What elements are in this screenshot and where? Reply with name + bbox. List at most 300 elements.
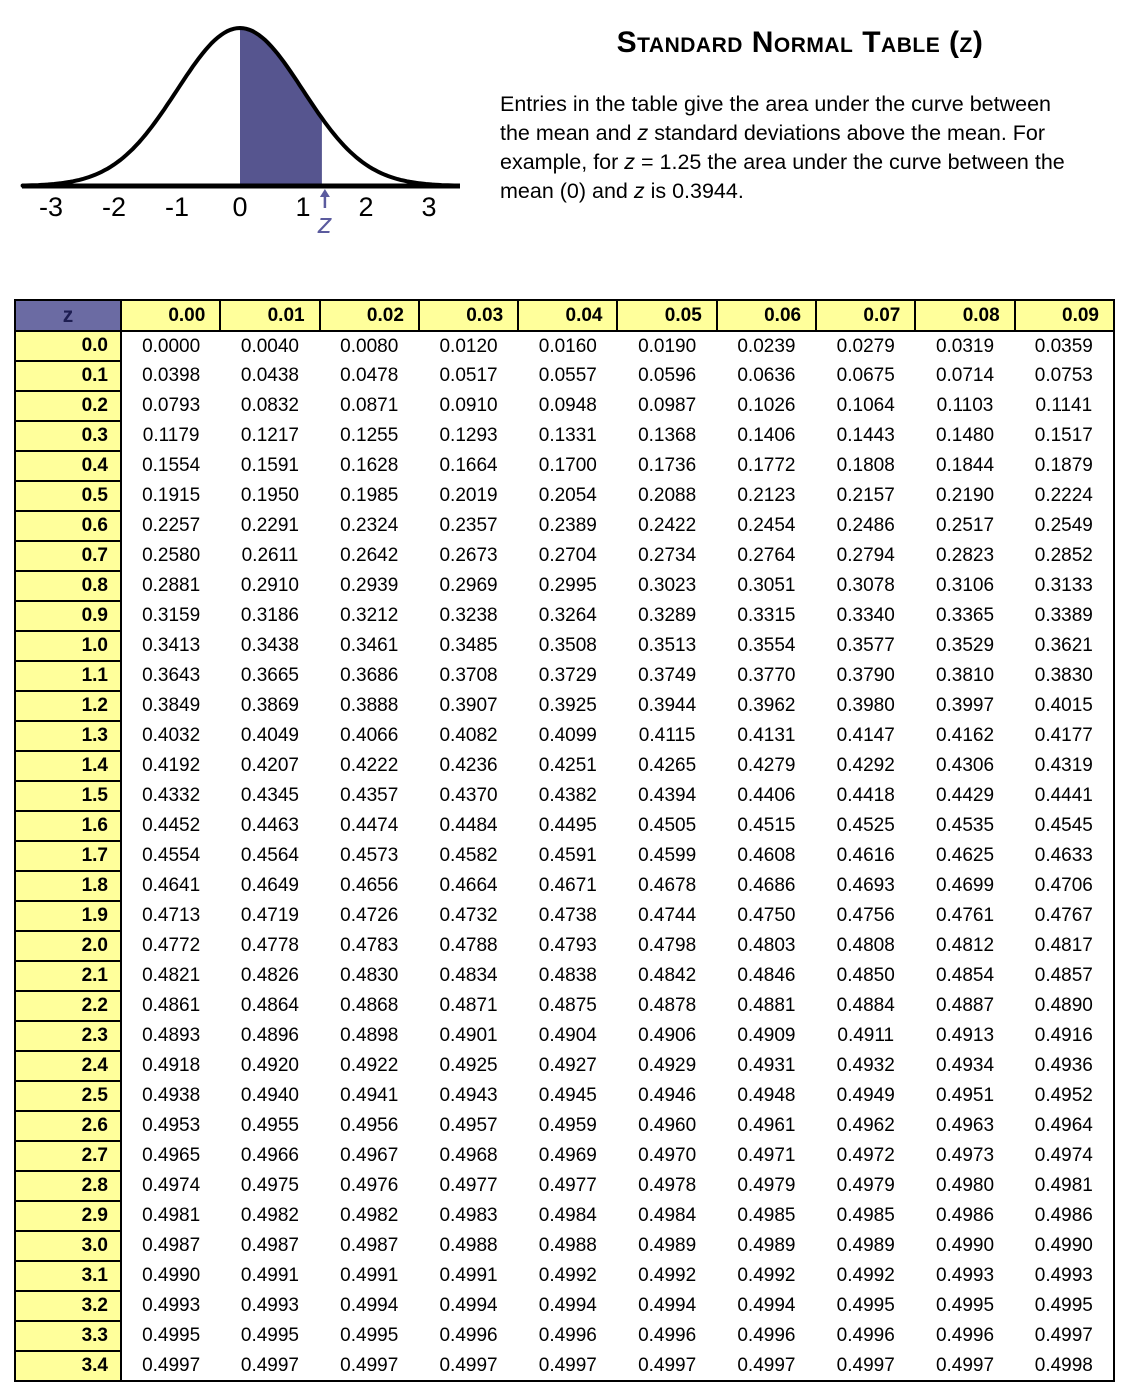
table-cell: 0.4929 xyxy=(617,1051,716,1081)
table-cell: 0.4983 xyxy=(419,1201,518,1231)
table-cell: 0.4956 xyxy=(320,1111,419,1141)
table-cell: 0.4279 xyxy=(717,751,816,781)
table-cell: 0.0040 xyxy=(220,331,319,361)
table-cell: 0.0948 xyxy=(518,391,617,421)
table-cell: 0.4306 xyxy=(915,751,1014,781)
table-cell: 0.4993 xyxy=(121,1291,220,1321)
table-cell: 0.4996 xyxy=(518,1321,617,1351)
table-cell: 0.2054 xyxy=(518,481,617,511)
table-cell: 0.4996 xyxy=(717,1321,816,1351)
table-cell: 0.2486 xyxy=(816,511,915,541)
table-cell: 0.0636 xyxy=(717,361,816,391)
table-cell: 0.1700 xyxy=(518,451,617,481)
table-cell: 0.1950 xyxy=(220,481,319,511)
table-row xyxy=(15,511,1114,541)
table-cell: 0.4738 xyxy=(518,901,617,931)
table-cell: 0.4671 xyxy=(518,871,617,901)
table-cell: 0.4147 xyxy=(816,721,915,751)
table-cell: 0.1664 xyxy=(419,451,518,481)
table-cell: 0.1179 xyxy=(121,421,220,451)
table-row xyxy=(15,601,1114,631)
row-header: 2.0 xyxy=(15,931,121,961)
column-header: 0.01 xyxy=(220,300,319,331)
table-cell: 0.1736 xyxy=(617,451,716,481)
table-cell: 0.1406 xyxy=(717,421,816,451)
table-cell: 0.4864 xyxy=(220,991,319,1021)
table-row xyxy=(15,421,1114,451)
table-cell: 0.2969 xyxy=(419,571,518,601)
table-cell: 0.4803 xyxy=(717,931,816,961)
table-cell: 0.4943 xyxy=(419,1081,518,1111)
table-row xyxy=(15,751,1114,781)
row-header: 1.1 xyxy=(15,661,121,691)
table-cell: 0.4982 xyxy=(320,1201,419,1231)
table-row xyxy=(15,871,1114,901)
row-header: 0.8 xyxy=(15,571,121,601)
table-row xyxy=(15,331,1114,361)
table-cell: 0.4957 xyxy=(419,1111,518,1141)
table-cell: 0.4788 xyxy=(419,931,518,961)
table-cell: 0.4131 xyxy=(717,721,816,751)
table-cell: 0.4985 xyxy=(717,1201,816,1231)
table-cell: 0.4964 xyxy=(1015,1111,1114,1141)
table-cell: 0.4032 xyxy=(121,721,220,751)
table-cell: 0.3686 xyxy=(320,661,419,691)
shaded-area xyxy=(240,28,322,186)
table-cell: 0.2157 xyxy=(816,481,915,511)
row-header: 1.8 xyxy=(15,871,121,901)
table-row xyxy=(15,1231,1114,1261)
table-cell: 0.4049 xyxy=(220,721,319,751)
table-cell: 0.3264 xyxy=(518,601,617,631)
table-cell: 0.4798 xyxy=(617,931,716,961)
table-cell: 0.4525 xyxy=(816,811,915,841)
table-row xyxy=(15,811,1114,841)
table-cell: 0.4545 xyxy=(1015,811,1114,841)
row-header: 2.3 xyxy=(15,1021,121,1051)
table-cell: 0.4968 xyxy=(419,1141,518,1171)
table-cell: 0.3051 xyxy=(717,571,816,601)
table-cell: 0.4850 xyxy=(816,961,915,991)
table-cell: 0.3159 xyxy=(121,601,220,631)
table-cell: 0.4966 xyxy=(220,1141,319,1171)
table-cell: 0.4977 xyxy=(419,1171,518,1201)
table-cell: 0.4625 xyxy=(915,841,1014,871)
column-header: 0.00 xyxy=(121,300,220,331)
table-cell: 0.4901 xyxy=(419,1021,518,1051)
z-symbol: z xyxy=(624,150,636,174)
table-cell: 0.4162 xyxy=(915,721,1014,751)
table-cell: 0.2190 xyxy=(915,481,1014,511)
table-cell: 0.2580 xyxy=(121,541,220,571)
table-row xyxy=(15,1051,1114,1081)
table-cell: 0.4990 xyxy=(915,1231,1014,1261)
table-cell: 0.3980 xyxy=(816,691,915,721)
table-cell: 0.4994 xyxy=(717,1291,816,1321)
row-header: 1.3 xyxy=(15,721,121,751)
table-cell: 0.4990 xyxy=(1015,1231,1114,1261)
table-cell: 0.4997 xyxy=(915,1351,1014,1381)
table-row xyxy=(15,451,1114,481)
table-cell: 0.0359 xyxy=(1015,331,1114,361)
table-cell: 0.4989 xyxy=(617,1231,716,1261)
table-cell: 0.4979 xyxy=(717,1171,816,1201)
table-cell: 0.2422 xyxy=(617,511,716,541)
table-cell: 0.4996 xyxy=(617,1321,716,1351)
table-cell: 0.3665 xyxy=(220,661,319,691)
table-cell: 0.4582 xyxy=(419,841,518,871)
row-header: 2.8 xyxy=(15,1171,121,1201)
table-cell: 0.2389 xyxy=(518,511,617,541)
table-cell: 0.1772 xyxy=(717,451,816,481)
tick-label: 1 xyxy=(295,192,311,222)
table-cell: 0.4726 xyxy=(320,901,419,931)
table-row xyxy=(15,631,1114,661)
row-header: 2.4 xyxy=(15,1051,121,1081)
table-cell: 0.2939 xyxy=(320,571,419,601)
row-header: 0.4 xyxy=(15,451,121,481)
table-cell: 0.3944 xyxy=(617,691,716,721)
table-cell: 0.2823 xyxy=(915,541,1014,571)
table-cell: 0.4767 xyxy=(1015,901,1114,931)
table-cell: 0.3289 xyxy=(617,601,716,631)
table-header-row xyxy=(15,300,1114,331)
table-cell: 0.4834 xyxy=(419,961,518,991)
table-cell: 0.4946 xyxy=(617,1081,716,1111)
table-cell: 0.4838 xyxy=(518,961,617,991)
row-header: 1.4 xyxy=(15,751,121,781)
table-row xyxy=(15,1261,1114,1291)
table-cell: 0.4854 xyxy=(915,961,1014,991)
table-cell: 0.4793 xyxy=(518,931,617,961)
table-cell: 0.4987 xyxy=(220,1231,319,1261)
table-cell: 0.4971 xyxy=(717,1141,816,1171)
table-cell: 0.4997 xyxy=(518,1351,617,1381)
table-cell: 0.4099 xyxy=(518,721,617,751)
table-cell: 0.4826 xyxy=(220,961,319,991)
column-header: 0.05 xyxy=(617,300,716,331)
table-cell: 0.4961 xyxy=(717,1111,816,1141)
table-cell: 0.3389 xyxy=(1015,601,1114,631)
tick-label: -1 xyxy=(164,192,190,222)
table-cell: 0.0438 xyxy=(220,361,319,391)
table-cell: 0.1443 xyxy=(816,421,915,451)
table-row xyxy=(15,1141,1114,1171)
table-cell: 0.1103 xyxy=(915,391,1014,421)
table-cell: 0.3133 xyxy=(1015,571,1114,601)
row-header: 2.9 xyxy=(15,1201,121,1231)
table-cell: 0.4995 xyxy=(915,1291,1014,1321)
table-cell: 0.0080 xyxy=(320,331,419,361)
table-cell: 0.4997 xyxy=(816,1351,915,1381)
table-cell: 0.4970 xyxy=(617,1141,716,1171)
row-header: 1.9 xyxy=(15,901,121,931)
table-cell: 0.4484 xyxy=(419,811,518,841)
z-corner-header: z xyxy=(15,300,121,331)
table-cell: 0.0517 xyxy=(419,361,518,391)
table-cell: 0.4967 xyxy=(320,1141,419,1171)
curve-path xyxy=(23,28,458,186)
table-cell: 0.4756 xyxy=(816,901,915,931)
table-cell: 0.0239 xyxy=(717,331,816,361)
table-cell: 0.4986 xyxy=(915,1201,1014,1231)
row-header: 1.2 xyxy=(15,691,121,721)
table-cell: 0.4974 xyxy=(1015,1141,1114,1171)
column-header: 0.04 xyxy=(518,300,617,331)
table-cell: 0.4941 xyxy=(320,1081,419,1111)
z-marker-arrowhead xyxy=(320,189,330,197)
table-cell: 0.4962 xyxy=(816,1111,915,1141)
table-cell: 0.4641 xyxy=(121,871,220,901)
table-cell: 0.4890 xyxy=(1015,991,1114,1021)
table-cell: 0.1293 xyxy=(419,421,518,451)
tick-label: -2 xyxy=(101,192,127,222)
row-header: 1.7 xyxy=(15,841,121,871)
table-cell: 0.4984 xyxy=(617,1201,716,1231)
table-cell: 0.4948 xyxy=(717,1081,816,1111)
table-cell: 0.4821 xyxy=(121,961,220,991)
row-header: 1.6 xyxy=(15,811,121,841)
table-cell: 0.1879 xyxy=(1015,451,1114,481)
table-cell: 0.0871 xyxy=(320,391,419,421)
table-cell: 0.4994 xyxy=(320,1291,419,1321)
table-cell: 0.4893 xyxy=(121,1021,220,1051)
table-row xyxy=(15,691,1114,721)
table-cell: 0.3461 xyxy=(320,631,419,661)
table-cell: 0.3508 xyxy=(518,631,617,661)
table-cell: 0.4319 xyxy=(1015,751,1114,781)
table-cell: 0.4927 xyxy=(518,1051,617,1081)
table-row xyxy=(15,781,1114,811)
table-cell: 0.4995 xyxy=(220,1321,319,1351)
table-cell: 0.4906 xyxy=(617,1021,716,1051)
table-cell: 0.4955 xyxy=(220,1111,319,1141)
table-cell: 0.3708 xyxy=(419,661,518,691)
tick-label: 3 xyxy=(421,192,437,222)
table-cell: 0.4959 xyxy=(518,1111,617,1141)
table-cell: 0.4995 xyxy=(320,1321,419,1351)
description xyxy=(500,90,1085,206)
table-cell: 0.1628 xyxy=(320,451,419,481)
table-cell: 0.4920 xyxy=(220,1051,319,1081)
column-header: 0.06 xyxy=(717,300,816,331)
row-header: 3.2 xyxy=(15,1291,121,1321)
table-cell: 0.2454 xyxy=(717,511,816,541)
table-cell: 0.1331 xyxy=(518,421,617,451)
table-cell: 0.4686 xyxy=(717,871,816,901)
table-cell: 0.1517 xyxy=(1015,421,1114,451)
table-cell: 0.3554 xyxy=(717,631,816,661)
row-header: 3.0 xyxy=(15,1231,121,1261)
table-cell: 0.4564 xyxy=(220,841,319,871)
table-row xyxy=(15,901,1114,931)
table-cell: 0.0279 xyxy=(816,331,915,361)
table-cell: 0.4985 xyxy=(816,1201,915,1231)
table-cell: 0.2642 xyxy=(320,541,419,571)
table-cell: 0.4987 xyxy=(320,1231,419,1261)
row-header: 0.1 xyxy=(15,361,121,391)
table-row xyxy=(15,541,1114,571)
description-text: is 0.3944. xyxy=(644,179,744,203)
table-cell: 0.4332 xyxy=(121,781,220,811)
z-symbol: z xyxy=(637,121,649,145)
normal-curve-svg xyxy=(10,8,490,248)
table-cell: 0.4978 xyxy=(617,1171,716,1201)
table-cell: 0.2852 xyxy=(1015,541,1114,571)
row-header: 2.1 xyxy=(15,961,121,991)
table-row xyxy=(15,931,1114,961)
table-cell: 0.4992 xyxy=(816,1261,915,1291)
column-header: 0.03 xyxy=(419,300,518,331)
table-cell: 0.4987 xyxy=(121,1231,220,1261)
table-row xyxy=(15,721,1114,751)
table-row xyxy=(15,1081,1114,1111)
table-cell: 0.2549 xyxy=(1015,511,1114,541)
table-cell: 0.2764 xyxy=(717,541,816,571)
table-cell: 0.4976 xyxy=(320,1171,419,1201)
table-cell: 0.4868 xyxy=(320,991,419,1021)
table-cell: 0.2088 xyxy=(617,481,716,511)
table-cell: 0.4394 xyxy=(617,781,716,811)
row-header: 2.2 xyxy=(15,991,121,1021)
table-cell: 0.4871 xyxy=(419,991,518,1021)
table-cell: 0.4678 xyxy=(617,871,716,901)
header-section xyxy=(0,0,1129,253)
table-row xyxy=(15,841,1114,871)
table-cell: 0.3749 xyxy=(617,661,716,691)
table-cell: 0.4177 xyxy=(1015,721,1114,751)
table-cell: 0.4778 xyxy=(220,931,319,961)
table-cell: 0.4115 xyxy=(617,721,716,751)
table-cell: 0.4980 xyxy=(915,1171,1014,1201)
table-cell: 0.3106 xyxy=(915,571,1014,601)
table-cell: 0.2673 xyxy=(419,541,518,571)
table-row xyxy=(15,1171,1114,1201)
table-cell: 0.4934 xyxy=(915,1051,1014,1081)
column-header: 0.02 xyxy=(320,300,419,331)
table-cell: 0.4830 xyxy=(320,961,419,991)
table-cell: 0.4744 xyxy=(617,901,716,931)
tick-label: -3 xyxy=(38,192,64,222)
table-cell: 0.4996 xyxy=(816,1321,915,1351)
page-title: Standard Normal Table (z) xyxy=(616,26,984,59)
table-cell: 0.4936 xyxy=(1015,1051,1114,1081)
table-cell: 0.4952 xyxy=(1015,1081,1114,1111)
table-cell: 0.4945 xyxy=(518,1081,617,1111)
table-cell: 0.4222 xyxy=(320,751,419,781)
table-cell: 0.2517 xyxy=(915,511,1014,541)
table-cell: 0.4474 xyxy=(320,811,419,841)
table-cell: 0.4913 xyxy=(915,1021,1014,1051)
table-cell: 0.4979 xyxy=(816,1171,915,1201)
table-cell: 0.0832 xyxy=(220,391,319,421)
table-cell: 0.4909 xyxy=(717,1021,816,1051)
table-cell: 0.3888 xyxy=(320,691,419,721)
table-cell: 0.4989 xyxy=(816,1231,915,1261)
row-header: 2.7 xyxy=(15,1141,121,1171)
table-cell: 0.4649 xyxy=(220,871,319,901)
table-cell: 0.4991 xyxy=(419,1261,518,1291)
table-cell: 0.0319 xyxy=(915,331,1014,361)
table-row xyxy=(15,991,1114,1021)
row-header: 1.5 xyxy=(15,781,121,811)
table-cell: 0.2881 xyxy=(121,571,220,601)
row-header: 0.7 xyxy=(15,541,121,571)
row-header: 0.5 xyxy=(15,481,121,511)
table-cell: 0.4977 xyxy=(518,1171,617,1201)
table-cell: 0.4616 xyxy=(816,841,915,871)
table-cell: 0.4896 xyxy=(220,1021,319,1051)
table-cell: 0.4207 xyxy=(220,751,319,781)
table-cell: 0.4808 xyxy=(816,931,915,961)
table-cell: 0.1808 xyxy=(816,451,915,481)
table-cell: 0.0910 xyxy=(419,391,518,421)
table-cell: 0.1554 xyxy=(121,451,220,481)
table-cell: 0.0714 xyxy=(915,361,1014,391)
table-cell: 0.3925 xyxy=(518,691,617,721)
table-cell: 0.3621 xyxy=(1015,631,1114,661)
table-row xyxy=(15,1291,1114,1321)
table-cell: 0.2291 xyxy=(220,511,319,541)
table-cell: 0.0160 xyxy=(518,331,617,361)
table-cell: 0.0557 xyxy=(518,361,617,391)
row-header: 3.3 xyxy=(15,1321,121,1351)
table-cell: 0.4997 xyxy=(617,1351,716,1381)
table-cell: 0.4994 xyxy=(617,1291,716,1321)
table-cell: 0.4812 xyxy=(915,931,1014,961)
table-cell: 0.4887 xyxy=(915,991,1014,1021)
table-cell: 0.4975 xyxy=(220,1171,319,1201)
table-cell: 0.4986 xyxy=(1015,1201,1114,1231)
table-cell: 0.3413 xyxy=(121,631,220,661)
table-cell: 0.3810 xyxy=(915,661,1014,691)
table-cell: 0.4953 xyxy=(121,1111,220,1141)
table-cell: 0.3315 xyxy=(717,601,816,631)
table-cell: 0.4573 xyxy=(320,841,419,871)
row-header: 0.0 xyxy=(15,331,121,361)
table-cell: 0.3485 xyxy=(419,631,518,661)
table-cell: 0.4884 xyxy=(816,991,915,1021)
intro-block xyxy=(500,8,1120,253)
table-cell: 0.4994 xyxy=(518,1291,617,1321)
table-cell: 0.0987 xyxy=(617,391,716,421)
table-cell: 0.2704 xyxy=(518,541,617,571)
tick-label: 0 xyxy=(232,192,248,222)
table-cell: 0.3340 xyxy=(816,601,915,631)
table-cell: 0.4750 xyxy=(717,901,816,931)
table-cell: 0.4972 xyxy=(816,1141,915,1171)
table-cell: 0.4904 xyxy=(518,1021,617,1051)
table-row xyxy=(15,961,1114,991)
table-cell: 0.3962 xyxy=(717,691,816,721)
table-cell: 0.4875 xyxy=(518,991,617,1021)
table-cell: 0.4608 xyxy=(717,841,816,871)
table-cell: 0.4988 xyxy=(419,1231,518,1261)
table-cell: 0.4732 xyxy=(419,901,518,931)
table-cell: 0.1368 xyxy=(617,421,716,451)
table-cell: 0.2734 xyxy=(617,541,716,571)
table-cell: 0.0753 xyxy=(1015,361,1114,391)
tick-label: 2 xyxy=(358,192,374,222)
table-cell: 0.4997 xyxy=(121,1351,220,1381)
row-header: 3.1 xyxy=(15,1261,121,1291)
table-cell: 0.4991 xyxy=(220,1261,319,1291)
table-cell: 0.4236 xyxy=(419,751,518,781)
table-cell: 0.4591 xyxy=(518,841,617,871)
table-cell: 0.4992 xyxy=(518,1261,617,1291)
table-cell: 0.2910 xyxy=(220,571,319,601)
table-cell: 0.4995 xyxy=(816,1291,915,1321)
